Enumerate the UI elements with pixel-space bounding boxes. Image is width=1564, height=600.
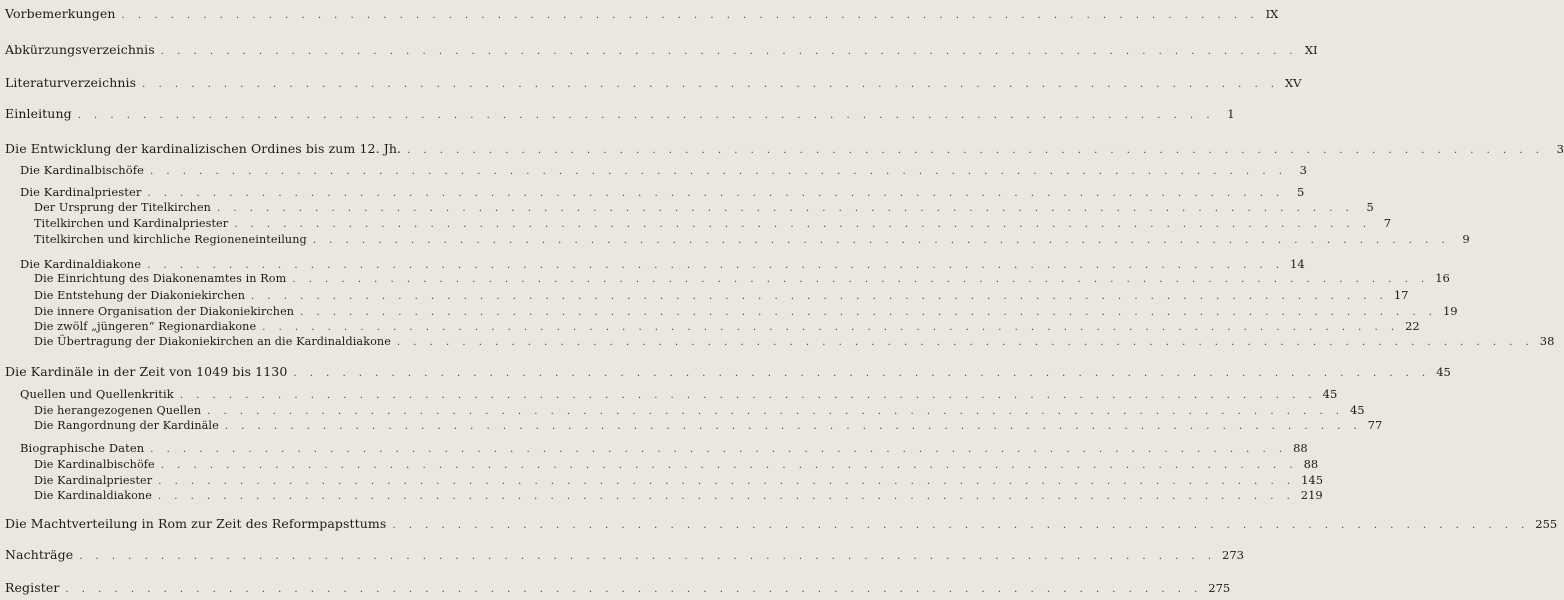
toc-entry-einrichtung-diakonenamt (0, 271, 1450, 285)
toc-entry-label: Die Kardinalpriester (34, 474, 153, 487)
toc-entry-page: 7 (1383, 216, 1392, 230)
toc-entry-label: Die Entstehung der Diakoniekirchen (34, 289, 246, 302)
toc-entry-page: 45 (1436, 365, 1451, 379)
toc-entry-page: 273 (1222, 548, 1244, 562)
toc-entry-label: Die zwölf „jüngeren“ Regionardiakone (34, 320, 257, 333)
toc-entry-page: 1 (1227, 107, 1235, 121)
toc-entry-page: XI (1304, 43, 1318, 57)
leader-dots (225, 421, 1362, 432)
leader-dots (150, 444, 1287, 455)
toc-entry-page: 145 (1301, 473, 1324, 487)
toc-entry-label: Quellen und Quellenkritik (20, 387, 174, 401)
leader-dots (262, 322, 1399, 333)
toc-entry-nachtraege (0, 547, 1244, 562)
leader-dots (161, 46, 1298, 57)
toc-entry-label: Titelkirchen und kirchliche Regioneneinteilung (34, 233, 307, 246)
toc-entry-bio-kardinalbischoefe (0, 457, 1319, 471)
toc-entry-kardinalpriester (0, 185, 1305, 199)
toc-entry-page: 255 (1535, 517, 1558, 531)
leader-dots (78, 110, 1215, 121)
leader-dots (65, 584, 1202, 595)
leader-dots (397, 337, 1534, 348)
toc-entry-page: 5 (1366, 200, 1374, 214)
leader-dots (122, 10, 1259, 21)
toc-entry-herangezogene-quellen (0, 403, 1365, 417)
toc-entry-kardinaldiakone (0, 257, 1305, 271)
toc-entry-label: Die Machtverteilung in Rom zur Zeit des Reformpapsttums (5, 516, 387, 531)
toc-entry-label: Biographische Daten (20, 441, 145, 455)
leader-dots (407, 145, 1544, 156)
toc-entry-page: 3 (1299, 163, 1307, 177)
toc-entry-entwicklung (0, 141, 1564, 156)
leader-dots (79, 551, 1216, 562)
toc-entry-label: Die Kardinalbischöfe (20, 163, 145, 177)
toc-entry-page: 77 (1367, 418, 1383, 432)
toc-entry-machtverteilung (0, 516, 1558, 531)
toc-entry-abkuerzungsverzeichnis (0, 42, 1318, 57)
toc-entry-label: Die Kardinalpriester (20, 185, 142, 199)
toc-entry-page: 88 (1293, 441, 1308, 455)
toc-entry-page: XV (1284, 76, 1302, 90)
toc-entry-page: 17 (1393, 288, 1409, 302)
toc-entry-label: Die Einrichtung des Diakonenamtes in Rom (34, 272, 287, 285)
leader-dots (313, 235, 1450, 246)
toc-entry-quellen-quellenkritik (0, 387, 1338, 401)
toc-entry-page: 14 (1290, 257, 1305, 271)
leader-dots (292, 274, 1429, 285)
toc-entry-page: 22 (1405, 319, 1420, 333)
toc-entry-biographische-daten (0, 441, 1308, 455)
toc-entry-label: Die Entwicklung der kardinalizischen Ordines bis zum 12. Jh. (5, 141, 402, 156)
leader-dots (180, 390, 1317, 401)
toc-entry-page: 16 (1435, 271, 1450, 285)
toc-entry-label: Register (5, 580, 60, 595)
toc-entry-literaturverzeichnis (0, 75, 1302, 90)
leader-dots (234, 219, 1371, 230)
toc-entry-label: Die Kardinalbischöfe (34, 458, 155, 471)
toc-entry-innere-organisation (0, 304, 1458, 318)
toc-entry-page: 3 (1556, 142, 1564, 156)
leader-dots (147, 260, 1284, 271)
toc-entry-titelkirchen-kardinalpriester (0, 216, 1392, 230)
leader-dots (293, 368, 1430, 379)
toc-entry-label: Die innere Organisation der Diakoniekirchen (34, 305, 295, 318)
toc-entry-kardinaele-1049-1130 (0, 364, 1451, 379)
toc-entry-label: Die Übertragung der Diakoniekirchen an die Kardinaldiakone (34, 335, 391, 348)
toc-entry-page: 275 (1208, 581, 1231, 595)
leader-dots (147, 188, 1284, 199)
toc-entry-titelkirchen-regioneneinteilung (0, 232, 1470, 246)
toc-entry-label: Die Kardinaldiakone (20, 257, 142, 271)
toc-entry-label: Die Kardinaldiakone (34, 489, 152, 502)
leader-dots (161, 460, 1298, 471)
toc-entry-label: Die Kardinäle in der Zeit von 1049 bis 1130 (5, 364, 288, 379)
leader-dots (142, 79, 1279, 90)
leader-dots (251, 291, 1388, 302)
toc-entry-label: Der Ursprung der Titelkirchen (34, 201, 211, 214)
toc-entry-entstehung-diakoniekirchen (0, 288, 1409, 302)
toc-entry-uebertragung (0, 334, 1555, 348)
toc-entry-page: 19 (1442, 304, 1458, 318)
leader-dots (217, 203, 1354, 214)
toc-entry-bio-kardinaldiakone (0, 488, 1323, 502)
toc-entry-label: Nachträge (5, 547, 74, 562)
toc-entry-register (0, 580, 1231, 595)
toc-entry-page: 219 (1300, 488, 1323, 502)
leader-dots (300, 307, 1437, 318)
toc-entry-label: Titelkirchen und Kardinalpriester (34, 217, 229, 230)
leader-dots (150, 166, 1287, 177)
toc-entry-page: 45 (1349, 403, 1365, 417)
toc-entry-page: 88 (1303, 457, 1319, 471)
toc-entry-label: Die Rangordnung der Kardinäle (34, 419, 219, 432)
leader-dots (158, 476, 1295, 487)
toc-entry-ursprung-titelkirchen (0, 200, 1374, 214)
leader-dots (392, 520, 1529, 531)
leader-dots (207, 406, 1344, 417)
toc-entry-label: Die herangezogenen Quellen (34, 404, 202, 417)
toc-entry-page: 45 (1322, 387, 1338, 401)
leader-dots (158, 491, 1295, 502)
toc-entry-page: IX (1265, 7, 1279, 21)
toc-entry-page: 38 (1539, 334, 1555, 348)
toc-entry-page: 5 (1296, 185, 1305, 199)
toc-entry-bio-kardinalpriester (0, 473, 1324, 487)
toc-entry-rangordnung (0, 418, 1383, 432)
toc-entry-vorbemerkungen (0, 6, 1279, 21)
toc-entry-label: Vorbemerkungen (5, 6, 116, 21)
toc-entry-kardinalbischoefe (0, 163, 1307, 177)
toc-entry-page: 9 (1462, 232, 1470, 246)
toc-entry-regionardiakone (0, 319, 1420, 333)
toc-entry-label: Einleitung (5, 106, 72, 121)
toc-entry-label: Abkürzungsverzeichnis (5, 42, 155, 57)
toc-entry-einleitung (0, 106, 1235, 121)
toc-entry-label: Literaturverzeichnis (5, 75, 137, 90)
